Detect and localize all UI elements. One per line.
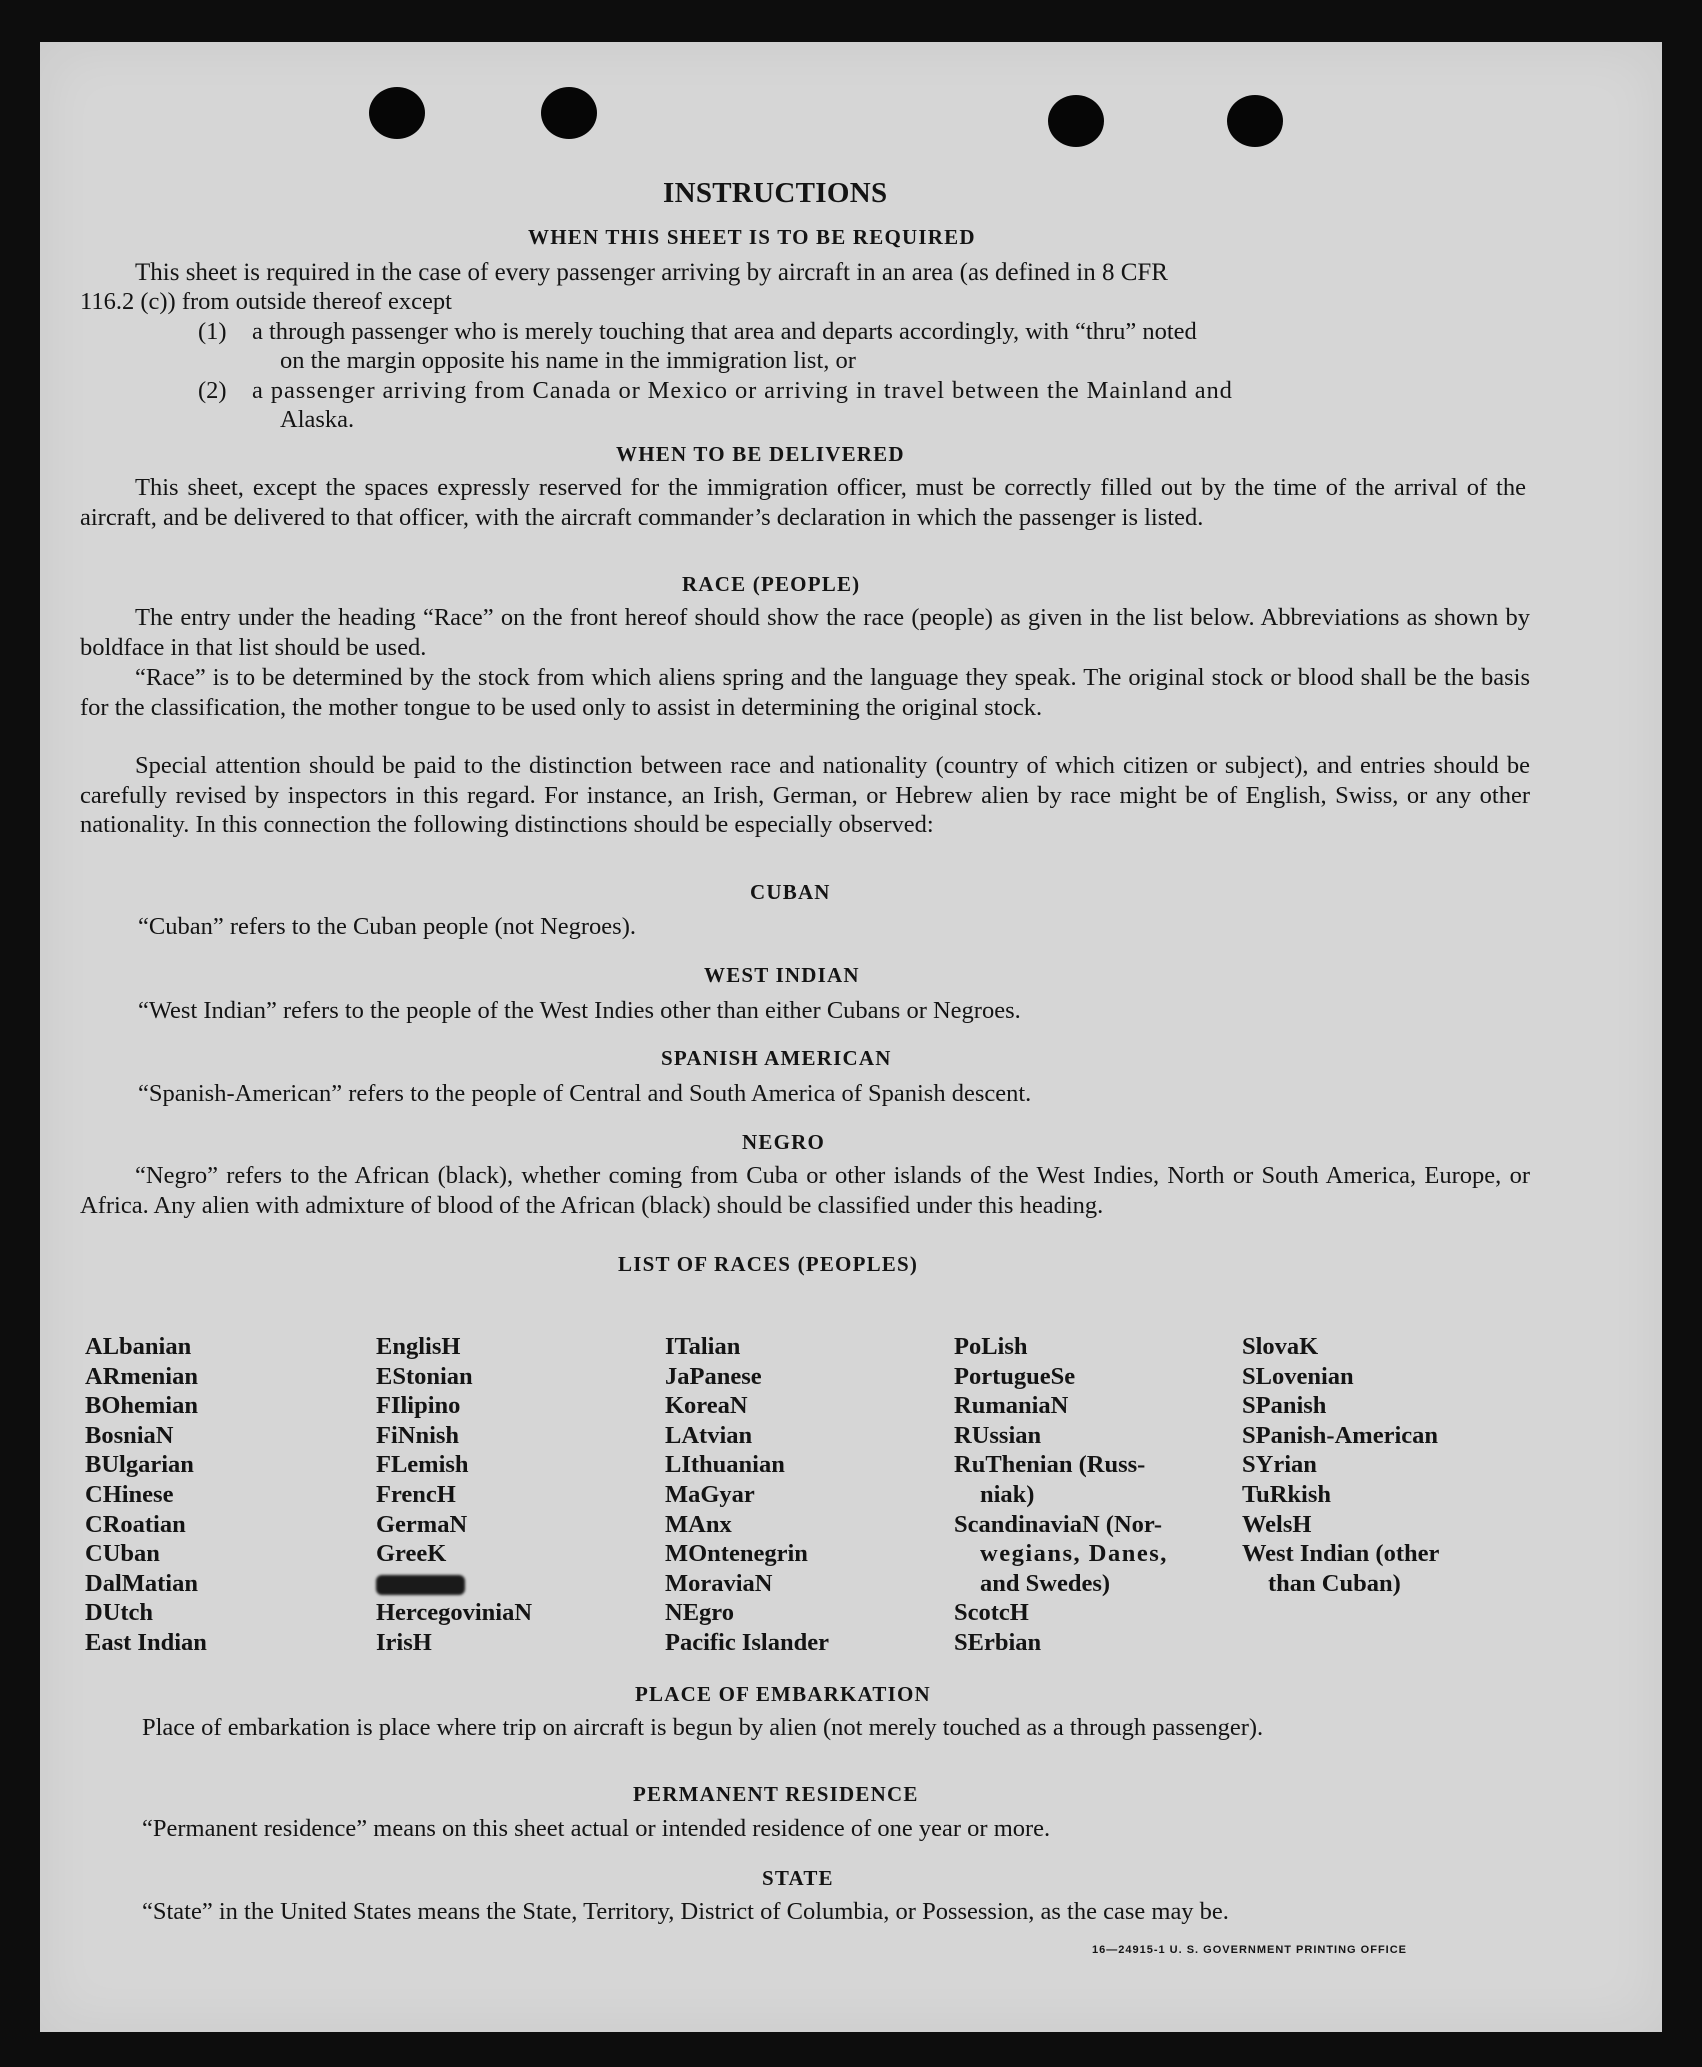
race-entry: JaPanese	[665, 1362, 762, 1390]
race-entry: BOhemian	[85, 1392, 198, 1420]
required-item-1-line-1: a through passenger who is merely touching that area and departs accordingly, with “thru” noted	[252, 318, 1197, 345]
heading-spanish-american: SPANISH AMERICAN	[661, 1046, 892, 1070]
race-entry: SLovenian	[1242, 1362, 1354, 1390]
heading-permanent-residence: PERMANENT RESIDENCE	[633, 1782, 919, 1806]
race-entry: East Indian	[85, 1628, 207, 1656]
race-entry: BosniaN	[85, 1421, 174, 1449]
required-item-1-number: (1)	[198, 318, 227, 345]
ink-smear	[376, 1575, 465, 1595]
printing-office-code: 16—24915-1 U. S. GOVERNMENT PRINTING OFFICE	[1092, 1944, 1408, 1956]
race-entry: CHinese	[85, 1480, 174, 1508]
race-entry: GreeK	[376, 1540, 447, 1568]
race-entry: CUban	[85, 1540, 160, 1568]
race-entry: FrencH	[376, 1480, 456, 1508]
heading-state: STATE	[762, 1866, 834, 1890]
heading-race: RACE (PEOPLE)	[682, 572, 861, 596]
punch-hole	[541, 87, 597, 139]
required-item-1-line-2: on the margin opposite his name in the immigration list, or	[280, 347, 856, 374]
race-entry: SlovaK	[1242, 1333, 1319, 1360]
race-entry: MOntenegrin	[665, 1540, 808, 1568]
race-entry: TuRkish	[1242, 1480, 1332, 1508]
heading-negro: NEGRO	[742, 1130, 826, 1154]
race-entry: CRoatian	[85, 1510, 186, 1538]
negro-text: “Negro” refers to the African (black), whether coming from Cuba or other islands of the West Indies, North or South America, Europe, or Africa. Any alien with admixture of blood of the African (black) should be classified under this heading.	[80, 1162, 1530, 1219]
race-entry: ALbanian	[85, 1333, 192, 1360]
race-entry: HercegoviniaN	[376, 1599, 533, 1627]
race-entry: RuThenian (Russ-	[954, 1451, 1146, 1479]
race-entry: FLemish	[376, 1451, 469, 1479]
race-entry: MoraviaN	[665, 1569, 773, 1597]
race-entry: FiNnish	[376, 1421, 460, 1449]
race-entry: West Indian (other	[1242, 1540, 1440, 1568]
delivered-text: This sheet, except the spaces expressly reserved for the immigration officer, must be correctly filled out by the time of the arrival of the aircraft, and be delivered to that officer, with the aircraft commander’s declaration in which the passenger is listed.	[80, 474, 1526, 531]
race-entry: ITalian	[665, 1333, 741, 1360]
cuban-text: “Cuban” refers to the Cuban people (not Negroes).	[138, 913, 636, 940]
race-entry-continued: niak)	[980, 1480, 1035, 1508]
race-entry: PortugueSe	[954, 1362, 1076, 1390]
race-entry: ScotcH	[954, 1599, 1029, 1627]
races-column-5	[1242, 1332, 1439, 1598]
required-item-2-line-1: a passenger arriving from Canada or Mexico or arriving in travel between the Mainland and	[252, 377, 1233, 404]
race-entry: DUtch	[85, 1599, 154, 1627]
embarkation-text: Place of embarkation is place where trip on aircraft is begun by alien (not merely touched as a through passenger).	[142, 1714, 1264, 1741]
document-page	[40, 42, 1662, 2032]
race-entry-smeared	[376, 1569, 532, 1599]
heading-list-of-races: LIST OF RACES (PEOPLES)	[618, 1252, 919, 1276]
race-entry: SPanish	[1242, 1392, 1327, 1420]
punch-hole	[1048, 95, 1104, 147]
race-entry: ARmenian	[85, 1362, 198, 1390]
race-paragraph-1: The entry under the heading “Race” on the front hereof should show the race (people) as given in the list below. Abbreviations as shown by boldface in that list should be used.	[80, 604, 1530, 661]
west-indian-text: “West Indian” refers to the people of the West Indies other than either Cubans or Negroes.	[138, 997, 1021, 1024]
race-entry: Pacific Islander	[665, 1628, 829, 1656]
race-entry-continued: and Swedes)	[980, 1569, 1111, 1597]
punch-hole	[369, 87, 425, 139]
race-entry: MaGyar	[665, 1480, 755, 1508]
page-title: INSTRUCTIONS	[663, 177, 888, 209]
permanent-residence-text: “Permanent residence” means on this sheet actual or intended residence of one year or more.	[142, 1815, 1051, 1842]
race-entry: KoreaN	[665, 1392, 748, 1420]
spanish-american-text: “Spanish-American” refers to the people of Central and South America of Spanish descent.	[138, 1080, 1032, 1107]
heading-when-required: WHEN THIS SHEET IS TO BE REQUIRED	[528, 225, 976, 249]
required-line-2: 116.2 (c)) from outside thereof except	[80, 288, 452, 315]
required-item-2-number: (2)	[198, 377, 227, 404]
race-entry: RumaniaN	[954, 1392, 1069, 1420]
race-entry: EnglisH	[376, 1333, 461, 1360]
race-entry: SYrian	[1242, 1451, 1317, 1479]
race-entry-continued: wegians, Danes,	[980, 1540, 1168, 1568]
required-line-1: This sheet is required in the case of every passenger arriving by aircraft in an area (as defined in 8 CFR	[135, 259, 1168, 286]
race-entry: EStonian	[376, 1362, 473, 1390]
heading-cuban: CUBAN	[750, 880, 831, 904]
race-entry: IrisH	[376, 1628, 432, 1656]
race-paragraph-2: “Race” is to be determined by the stock from which aliens spring and the language they speak. The original stock or blood shall be the basis for the classification, the mother tongue to be used only to assist in determining the original stock.	[80, 664, 1530, 721]
race-entry: MAnx	[665, 1510, 732, 1538]
race-entry: NEgro	[665, 1599, 734, 1627]
race-entry: RUssian	[954, 1421, 1042, 1449]
state-text: “State” in the United States means the State, Territory, District of Columbia, or Possession, as the case may be.	[142, 1898, 1229, 1925]
race-entry: PoLish	[954, 1333, 1028, 1360]
race-entry-continued: than Cuban)	[1268, 1569, 1401, 1597]
required-item-2-line-2: Alaska.	[280, 406, 355, 433]
race-entry: FIlipino	[376, 1392, 461, 1420]
race-entry: GermaN	[376, 1510, 468, 1538]
race-entry: WelsH	[1242, 1510, 1312, 1538]
heading-when-delivered: WHEN TO BE DELIVERED	[616, 442, 905, 466]
heading-place-of-embarkation: PLACE OF EMBARKATION	[635, 1682, 931, 1706]
punch-hole	[1227, 95, 1283, 147]
race-entry: LAtvian	[665, 1421, 753, 1449]
race-entry: SErbian	[954, 1628, 1042, 1656]
races-column-4	[954, 1332, 1168, 1658]
race-entry: ScandinaviaN (Nor-	[954, 1510, 1163, 1538]
race-entry: SPanish-American	[1242, 1421, 1438, 1449]
races-column-1	[85, 1332, 207, 1658]
race-paragraph-3: Special attention should be paid to the distinction between race and nationality (country of which citizen or subject), and entries should be carefully revised by inspectors in this regard. For instance, an Irish, German, or Hebrew alien by race might be of English, Swiss, or any other nationality. In this connection the following distinctions should be especially observed:	[80, 752, 1530, 838]
races-column-3	[665, 1332, 829, 1658]
heading-west-indian: WEST INDIAN	[704, 963, 860, 987]
race-entry: BUlgarian	[85, 1451, 194, 1479]
race-entry: LIthuanian	[665, 1451, 785, 1479]
races-column-2	[376, 1332, 532, 1658]
race-entry: DalMatian	[85, 1569, 198, 1597]
